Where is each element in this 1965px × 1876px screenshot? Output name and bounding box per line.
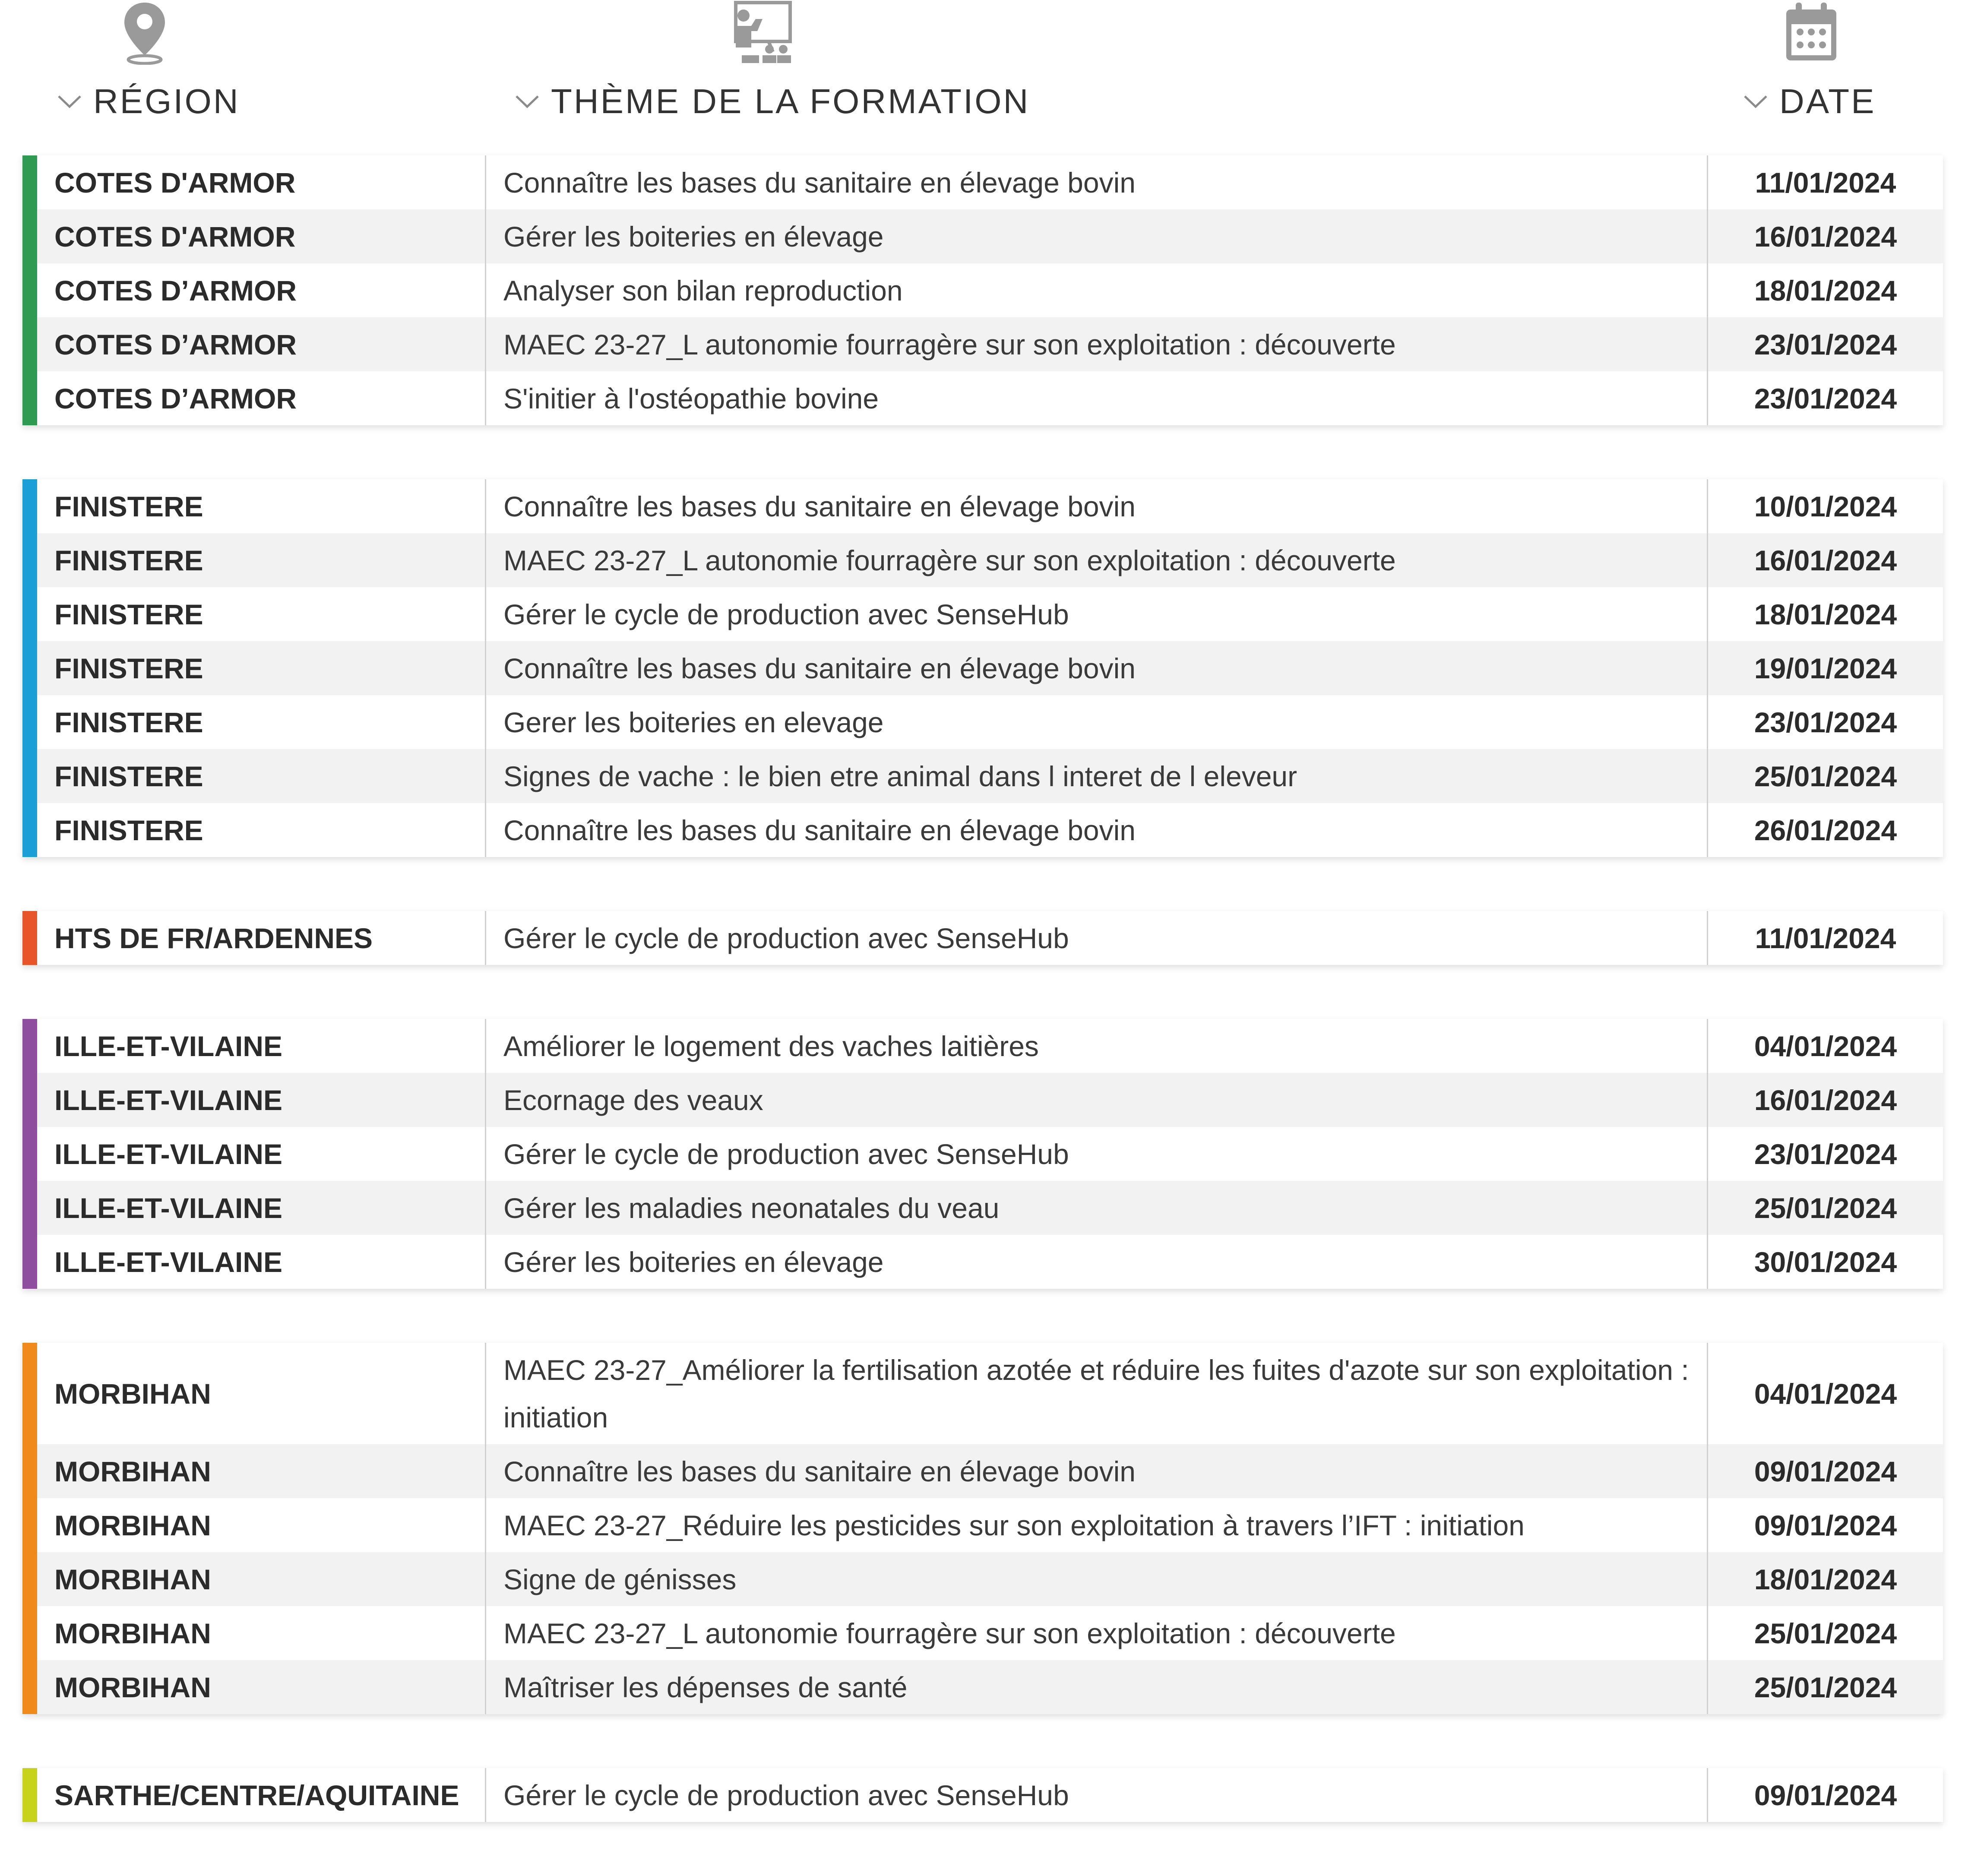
training-presentation-icon <box>730 0 794 65</box>
region-group <box>22 1019 1943 1289</box>
region-cell: ILLE-ET-VILAINE <box>37 1019 486 1073</box>
theme-cell: Gérer le cycle de production avec SenseHub <box>486 911 1708 965</box>
theme-cell: MAEC 23-27_L autonomie fourragère sur son exploitation : découverte <box>486 533 1708 587</box>
date-cell: 11/01/2024 <box>1755 166 1896 199</box>
theme-cell: Connaître les bases du sanitaire en élevage bovin <box>486 479 1708 533</box>
table-row[interactable] <box>37 317 1943 371</box>
theme-cell: Gerer les boiteries en elevage <box>486 695 1708 749</box>
date-cell: 18/01/2024 <box>1754 274 1897 307</box>
table-row[interactable] <box>37 1768 1943 1822</box>
region-cell: MORBIHAN <box>37 1498 486 1552</box>
region-cell: MORBIHAN <box>37 1343 486 1444</box>
table-row[interactable] <box>37 1606 1943 1660</box>
theme-cell: Maîtriser les dépenses de santé <box>486 1660 1708 1714</box>
table-row[interactable] <box>37 1127 1943 1181</box>
theme-cell: Connaître les bases du sanitaire en élevage bovin <box>486 803 1708 857</box>
theme-cell: Gérer les boiteries en élevage <box>486 1235 1708 1289</box>
calendar-icon <box>1781 0 1842 65</box>
region-cell: FINISTERE <box>37 533 486 587</box>
table-row[interactable] <box>37 1019 1943 1073</box>
theme-cell: Analyser son bilan reproduction <box>486 263 1708 317</box>
region-cell: MORBIHAN <box>37 1606 486 1660</box>
theme-cell: Gérer les maladies neonatales du veau <box>486 1181 1708 1235</box>
table-row[interactable] <box>37 1343 1943 1444</box>
region-group <box>22 1343 1943 1714</box>
region-cell: ILLE-ET-VILAINE <box>37 1073 486 1127</box>
theme-cell: S'initier à l'ostéopathie bovine <box>486 371 1708 425</box>
date-cell: 16/01/2024 <box>1754 544 1897 576</box>
table-row[interactable] <box>37 1552 1943 1606</box>
date-cell: 16/01/2024 <box>1754 220 1897 253</box>
date-cell: 18/01/2024 <box>1754 1563 1897 1595</box>
theme-cell: Améliorer le logement des vaches laitières <box>486 1019 1708 1073</box>
sort-region-control[interactable] <box>56 80 240 123</box>
region-cell: FINISTERE <box>37 641 486 695</box>
theme-cell: Gérer le cycle de production avec SenseHub <box>486 1127 1708 1181</box>
date-cell: 25/01/2024 <box>1754 1617 1897 1649</box>
region-group <box>22 1768 1943 1822</box>
chevron-down-icon[interactable] <box>56 93 83 110</box>
region-cell: COTES D’ARMOR <box>37 263 486 317</box>
region-cell: FINISTERE <box>37 803 486 857</box>
theme-cell: MAEC 23-27_Améliorer la fertilisation azotée et réduire les fuites d'azote sur son exploitation : initiation <box>486 1343 1708 1444</box>
table-row[interactable] <box>37 533 1943 587</box>
column-label: THÈME DE LA FORMATION <box>551 82 1030 120</box>
chevron-down-icon[interactable] <box>514 93 541 110</box>
sort-date-control[interactable] <box>1742 80 1876 123</box>
theme-cell: Gérer le cycle de production avec SenseHub <box>486 1768 1708 1822</box>
date-cell: 26/01/2024 <box>1754 814 1897 846</box>
table-header <box>0 0 1965 142</box>
date-cell: 23/01/2024 <box>1754 382 1897 414</box>
date-cell: 25/01/2024 <box>1754 1671 1897 1703</box>
theme-cell: Connaître les bases du sanitaire en élevage bovin <box>486 155 1708 209</box>
table-row[interactable] <box>37 479 1943 533</box>
table-row[interactable] <box>37 155 1943 209</box>
region-cell: SARTHE/CENTRE/AQUITAINE <box>37 1768 486 1822</box>
date-cell: 23/01/2024 <box>1754 328 1897 361</box>
table-row[interactable] <box>37 1181 1943 1235</box>
table-row[interactable] <box>37 371 1943 425</box>
training-table <box>22 155 1943 1876</box>
table-row[interactable] <box>37 587 1943 641</box>
region-group <box>22 911 1943 965</box>
region-cell: ILLE-ET-VILAINE <box>37 1181 486 1235</box>
table-row[interactable] <box>37 749 1943 803</box>
region-cell: COTES D’ARMOR <box>37 317 486 371</box>
region-cell: MORBIHAN <box>37 1444 486 1498</box>
date-cell: 18/01/2024 <box>1754 598 1897 630</box>
table-row[interactable] <box>37 209 1943 263</box>
table-row[interactable] <box>37 1235 1943 1289</box>
region-cell: COTES D'ARMOR <box>37 209 486 263</box>
region-cell: ILLE-ET-VILAINE <box>37 1127 486 1181</box>
region-cell: FINISTERE <box>37 587 486 641</box>
date-cell: 11/01/2024 <box>1755 922 1896 954</box>
sort-theme-control[interactable] <box>514 80 1030 123</box>
date-cell: 30/01/2024 <box>1754 1246 1897 1278</box>
region-cell: ILLE-ET-VILAINE <box>37 1235 486 1289</box>
theme-cell: Gérer les boiteries en élevage <box>486 209 1708 263</box>
table-row[interactable] <box>37 1660 1943 1714</box>
theme-cell: Connaître les bases du sanitaire en élevage bovin <box>486 1444 1708 1498</box>
region-cell: MORBIHAN <box>37 1552 486 1606</box>
theme-cell: MAEC 23-27_L autonomie fourragère sur son exploitation : découverte <box>486 317 1708 371</box>
date-cell: 04/01/2024 <box>1754 1377 1897 1410</box>
date-cell: 23/01/2024 <box>1754 1138 1897 1170</box>
theme-cell: Signes de vache : le bien etre animal dans l interet de l eleveur <box>486 749 1708 803</box>
date-cell: 25/01/2024 <box>1754 760 1897 792</box>
table-row[interactable] <box>37 911 1943 965</box>
region-cell: FINISTERE <box>37 749 486 803</box>
table-row[interactable] <box>37 1073 1943 1127</box>
date-cell: 25/01/2024 <box>1754 1192 1897 1224</box>
date-cell: 09/01/2024 <box>1754 1455 1897 1487</box>
date-cell: 09/01/2024 <box>1754 1779 1897 1811</box>
date-cell: 10/01/2024 <box>1754 490 1897 522</box>
theme-cell: Signe de génisses <box>486 1552 1708 1606</box>
table-row[interactable] <box>37 1498 1943 1552</box>
theme-cell: MAEC 23-27_L autonomie fourragère sur son exploitation : découverte <box>486 1606 1708 1660</box>
table-row[interactable] <box>37 263 1943 317</box>
chevron-down-icon[interactable] <box>1742 93 1769 110</box>
region-group <box>22 155 1943 425</box>
theme-cell: Connaître les bases du sanitaire en élevage bovin <box>486 641 1708 695</box>
table-row[interactable] <box>37 1444 1943 1498</box>
region-cell: FINISTERE <box>37 695 486 749</box>
date-cell: 19/01/2024 <box>1754 652 1897 684</box>
map-pin-icon <box>121 0 168 65</box>
date-cell: 16/01/2024 <box>1754 1084 1897 1116</box>
table-row[interactable] <box>37 803 1943 857</box>
theme-cell: Ecornage des veaux <box>486 1073 1708 1127</box>
theme-cell: Gérer le cycle de production avec SenseHub <box>486 587 1708 641</box>
column-label: RÉGION <box>93 82 240 120</box>
region-cell: COTES D’ARMOR <box>37 371 486 425</box>
region-cell: HTS DE FR/ARDENNES <box>37 911 486 965</box>
region-cell: MORBIHAN <box>37 1660 486 1714</box>
date-cell: 04/01/2024 <box>1754 1030 1897 1062</box>
table-row[interactable] <box>37 695 1943 749</box>
table-row[interactable] <box>37 641 1943 695</box>
theme-cell: MAEC 23-27_Réduire les pesticides sur son exploitation à travers l’IFT : initiation <box>486 1498 1708 1552</box>
column-label: DATE <box>1779 82 1876 120</box>
region-group <box>22 479 1943 857</box>
date-cell: 09/01/2024 <box>1754 1509 1897 1541</box>
region-cell: COTES D'ARMOR <box>37 155 486 209</box>
date-cell: 23/01/2024 <box>1754 706 1897 738</box>
region-cell: FINISTERE <box>37 479 486 533</box>
